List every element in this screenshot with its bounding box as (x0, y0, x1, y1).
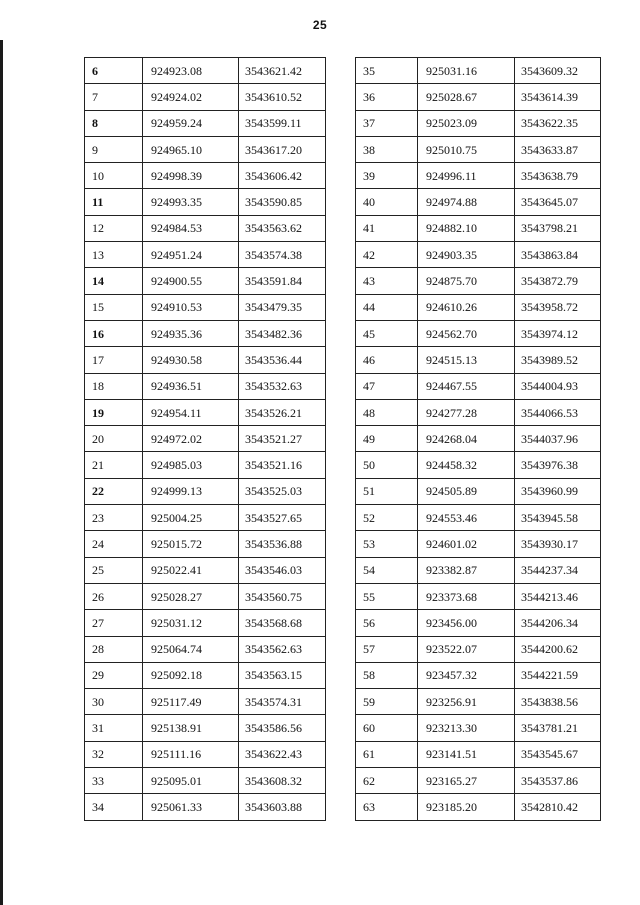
y-coordinate-cell: 3543609.32 (515, 58, 601, 84)
x-coordinate-cell: 924985.03 (143, 452, 239, 478)
x-coordinate-cell: 924923.08 (143, 58, 239, 84)
point-number-cell: 6 (85, 58, 143, 84)
x-coordinate-cell: 924910.53 (143, 294, 239, 320)
coordinates-table-right-body (356, 58, 601, 821)
point-number-cell: 17 (85, 347, 143, 373)
y-coordinate-cell: 3544004.93 (515, 373, 601, 399)
y-coordinate-cell: 3543521.27 (239, 426, 326, 452)
table-row (356, 268, 601, 294)
table-row (356, 399, 601, 425)
point-number-cell: 12 (85, 215, 143, 241)
x-coordinate-cell: 925031.16 (418, 58, 515, 84)
x-coordinate-cell: 925023.09 (418, 110, 515, 136)
x-coordinate-cell: 925028.67 (418, 84, 515, 110)
table-row (85, 794, 326, 820)
table-row (85, 110, 326, 136)
x-coordinate-cell: 925010.75 (418, 136, 515, 162)
y-coordinate-cell: 3543838.56 (515, 689, 601, 715)
table-row (356, 215, 601, 241)
y-coordinate-cell: 3544200.62 (515, 636, 601, 662)
y-coordinate-cell: 3543603.88 (239, 794, 326, 820)
y-coordinate-cell: 3543563.62 (239, 215, 326, 241)
point-number-cell: 41 (356, 215, 418, 241)
point-number-cell: 23 (85, 505, 143, 531)
table-row (85, 452, 326, 478)
y-coordinate-cell: 3543568.68 (239, 610, 326, 636)
table-row (85, 242, 326, 268)
x-coordinate-cell: 924936.51 (143, 373, 239, 399)
point-number-cell: 57 (356, 636, 418, 662)
point-number-cell: 49 (356, 426, 418, 452)
y-coordinate-cell: 3543930.17 (515, 531, 601, 557)
y-coordinate-cell: 3543537.86 (515, 768, 601, 794)
table-row (356, 58, 601, 84)
point-number-cell: 33 (85, 768, 143, 794)
table-row (356, 689, 601, 715)
y-coordinate-cell: 3543560.75 (239, 583, 326, 609)
x-coordinate-cell: 924959.24 (143, 110, 239, 136)
x-coordinate-cell: 924505.89 (418, 478, 515, 504)
x-coordinate-cell: 924268.04 (418, 426, 515, 452)
table-row (356, 136, 601, 162)
x-coordinate-cell: 925064.74 (143, 636, 239, 662)
table-row (85, 373, 326, 399)
point-number-cell: 18 (85, 373, 143, 399)
x-coordinate-cell: 924998.39 (143, 163, 239, 189)
point-number-cell: 9 (85, 136, 143, 162)
x-coordinate-cell: 924930.58 (143, 347, 239, 373)
point-number-cell: 24 (85, 531, 143, 557)
table-row (356, 610, 601, 636)
y-coordinate-cell: 3543591.84 (239, 268, 326, 294)
x-coordinate-cell: 925092.18 (143, 662, 239, 688)
y-coordinate-cell: 3543599.11 (239, 110, 326, 136)
point-number-cell: 51 (356, 478, 418, 504)
x-coordinate-cell: 924458.32 (418, 452, 515, 478)
table-row (85, 163, 326, 189)
y-coordinate-cell: 3543479.35 (239, 294, 326, 320)
table-row (85, 505, 326, 531)
y-coordinate-cell: 3543606.42 (239, 163, 326, 189)
point-number-cell: 25 (85, 557, 143, 583)
y-coordinate-cell: 3543586.56 (239, 715, 326, 741)
x-coordinate-cell: 925111.16 (143, 741, 239, 767)
point-number-cell: 61 (356, 741, 418, 767)
table-row (85, 583, 326, 609)
x-coordinate-cell: 923522.07 (418, 636, 515, 662)
table-row (356, 163, 601, 189)
table-row (85, 531, 326, 557)
x-coordinate-cell: 925004.25 (143, 505, 239, 531)
table-row (85, 58, 326, 84)
point-number-cell: 11 (85, 189, 143, 215)
table-row (356, 347, 601, 373)
table-row (356, 320, 601, 346)
x-coordinate-cell: 924972.02 (143, 426, 239, 452)
y-coordinate-cell: 3543945.58 (515, 505, 601, 531)
point-number-cell: 54 (356, 557, 418, 583)
point-number-cell: 28 (85, 636, 143, 662)
x-coordinate-cell: 925138.91 (143, 715, 239, 741)
y-coordinate-cell: 3544221.59 (515, 662, 601, 688)
y-coordinate-cell: 3543960.99 (515, 478, 601, 504)
y-coordinate-cell: 3543633.87 (515, 136, 601, 162)
table-row (85, 715, 326, 741)
table-row (356, 110, 601, 136)
point-number-cell: 63 (356, 794, 418, 820)
table-row (85, 84, 326, 110)
x-coordinate-cell: 923373.68 (418, 583, 515, 609)
point-number-cell: 8 (85, 110, 143, 136)
point-number-cell: 55 (356, 583, 418, 609)
y-coordinate-cell: 3543974.12 (515, 320, 601, 346)
point-number-cell: 22 (85, 478, 143, 504)
y-coordinate-cell: 3543536.88 (239, 531, 326, 557)
table-row (356, 636, 601, 662)
point-number-cell: 38 (356, 136, 418, 162)
table-row (356, 426, 601, 452)
table-row (356, 583, 601, 609)
x-coordinate-cell: 924601.02 (418, 531, 515, 557)
table-row (356, 741, 601, 767)
y-coordinate-cell: 3543563.15 (239, 662, 326, 688)
table-row (356, 478, 601, 504)
y-coordinate-cell: 3543614.39 (515, 84, 601, 110)
table-row (356, 768, 601, 794)
point-number-cell: 62 (356, 768, 418, 794)
table-row (356, 294, 601, 320)
y-coordinate-cell: 3543546.03 (239, 557, 326, 583)
y-coordinate-cell: 3543622.35 (515, 110, 601, 136)
y-coordinate-cell: 3543872.79 (515, 268, 601, 294)
y-coordinate-cell: 3543781.21 (515, 715, 601, 741)
x-coordinate-cell: 923185.20 (418, 794, 515, 820)
point-number-cell: 50 (356, 452, 418, 478)
x-coordinate-cell: 924999.13 (143, 478, 239, 504)
coordinates-table-right (355, 57, 601, 821)
point-number-cell: 7 (85, 84, 143, 110)
table-row (356, 373, 601, 399)
x-coordinate-cell: 923213.30 (418, 715, 515, 741)
table-row (85, 189, 326, 215)
point-number-cell: 29 (85, 662, 143, 688)
table-row (85, 294, 326, 320)
x-coordinate-cell: 924467.55 (418, 373, 515, 399)
binding-edge-rule (0, 40, 3, 905)
point-number-cell: 35 (356, 58, 418, 84)
y-coordinate-cell: 3543621.42 (239, 58, 326, 84)
table-row (85, 215, 326, 241)
y-coordinate-cell: 3543545.67 (515, 741, 601, 767)
x-coordinate-cell: 925117.49 (143, 689, 239, 715)
point-number-cell: 60 (356, 715, 418, 741)
table-row (356, 505, 601, 531)
point-number-cell: 34 (85, 794, 143, 820)
table-row (85, 320, 326, 346)
x-coordinate-cell: 925015.72 (143, 531, 239, 557)
point-number-cell: 16 (85, 320, 143, 346)
x-coordinate-cell: 923256.91 (418, 689, 515, 715)
table-row (85, 426, 326, 452)
point-number-cell: 45 (356, 320, 418, 346)
table-row (356, 242, 601, 268)
x-coordinate-cell: 924882.10 (418, 215, 515, 241)
point-number-cell: 36 (356, 84, 418, 110)
table-row (356, 794, 601, 820)
x-coordinate-cell: 925028.27 (143, 583, 239, 609)
x-coordinate-cell: 924610.26 (418, 294, 515, 320)
x-coordinate-cell: 925031.12 (143, 610, 239, 636)
point-number-cell: 32 (85, 741, 143, 767)
y-coordinate-cell: 3543638.79 (515, 163, 601, 189)
y-coordinate-cell: 3543976.38 (515, 452, 601, 478)
point-number-cell: 47 (356, 373, 418, 399)
table-row (85, 689, 326, 715)
y-coordinate-cell: 3543958.72 (515, 294, 601, 320)
x-coordinate-cell: 923382.87 (418, 557, 515, 583)
table-row (85, 741, 326, 767)
x-coordinate-cell: 923456.00 (418, 610, 515, 636)
point-number-cell: 15 (85, 294, 143, 320)
point-number-cell: 27 (85, 610, 143, 636)
y-coordinate-cell: 3543532.63 (239, 373, 326, 399)
x-coordinate-cell: 924553.46 (418, 505, 515, 531)
y-coordinate-cell: 3543622.43 (239, 741, 326, 767)
x-coordinate-cell: 923141.51 (418, 741, 515, 767)
point-number-cell: 52 (356, 505, 418, 531)
x-coordinate-cell: 924965.10 (143, 136, 239, 162)
point-number-cell: 19 (85, 399, 143, 425)
point-number-cell: 37 (356, 110, 418, 136)
y-coordinate-cell: 3543562.63 (239, 636, 326, 662)
point-number-cell: 40 (356, 189, 418, 215)
table-row (85, 610, 326, 636)
coordinates-table-left-body (85, 58, 326, 821)
x-coordinate-cell: 924875.70 (418, 268, 515, 294)
table-row (85, 399, 326, 425)
point-number-cell: 53 (356, 531, 418, 557)
table-row (356, 452, 601, 478)
y-coordinate-cell: 3543526.21 (239, 399, 326, 425)
table-row (85, 636, 326, 662)
x-coordinate-cell: 924951.24 (143, 242, 239, 268)
x-coordinate-cell: 924277.28 (418, 399, 515, 425)
y-coordinate-cell: 3543527.65 (239, 505, 326, 531)
table-row (356, 715, 601, 741)
y-coordinate-cell: 3543617.20 (239, 136, 326, 162)
point-number-cell: 13 (85, 242, 143, 268)
point-number-cell: 48 (356, 399, 418, 425)
x-coordinate-cell: 924993.35 (143, 189, 239, 215)
y-coordinate-cell: 3544037.96 (515, 426, 601, 452)
x-coordinate-cell: 923457.32 (418, 662, 515, 688)
table-row (356, 557, 601, 583)
y-coordinate-cell: 3543610.52 (239, 84, 326, 110)
x-coordinate-cell: 924996.11 (418, 163, 515, 189)
point-number-cell: 31 (85, 715, 143, 741)
x-coordinate-cell: 924984.53 (143, 215, 239, 241)
point-number-cell: 46 (356, 347, 418, 373)
x-coordinate-cell: 925022.41 (143, 557, 239, 583)
point-number-cell: 10 (85, 163, 143, 189)
x-coordinate-cell: 924903.35 (418, 242, 515, 268)
table-row (85, 268, 326, 294)
table-row (356, 189, 601, 215)
table-row (356, 662, 601, 688)
coordinates-table-left (84, 57, 326, 821)
y-coordinate-cell: 3543590.85 (239, 189, 326, 215)
point-number-cell: 42 (356, 242, 418, 268)
y-coordinate-cell: 3544206.34 (515, 610, 601, 636)
x-coordinate-cell: 924924.02 (143, 84, 239, 110)
point-number-cell: 43 (356, 268, 418, 294)
table-row (85, 557, 326, 583)
table-row (356, 84, 601, 110)
y-coordinate-cell: 3543863.84 (515, 242, 601, 268)
point-number-cell: 39 (356, 163, 418, 189)
point-number-cell: 21 (85, 452, 143, 478)
table-row (85, 768, 326, 794)
y-coordinate-cell: 3543574.38 (239, 242, 326, 268)
x-coordinate-cell: 924515.13 (418, 347, 515, 373)
table-row (85, 347, 326, 373)
point-number-cell: 20 (85, 426, 143, 452)
table-row (85, 136, 326, 162)
table-row (85, 478, 326, 504)
y-coordinate-cell: 3543989.52 (515, 347, 601, 373)
x-coordinate-cell: 924900.55 (143, 268, 239, 294)
table-row (356, 531, 601, 557)
y-coordinate-cell: 3543525.03 (239, 478, 326, 504)
y-coordinate-cell: 3543482.36 (239, 320, 326, 346)
y-coordinate-cell: 3544066.53 (515, 399, 601, 425)
x-coordinate-cell: 924954.11 (143, 399, 239, 425)
y-coordinate-cell: 3543645.07 (515, 189, 601, 215)
point-number-cell: 56 (356, 610, 418, 636)
table-row (85, 662, 326, 688)
x-coordinate-cell: 924974.88 (418, 189, 515, 215)
y-coordinate-cell: 3544237.34 (515, 557, 601, 583)
x-coordinate-cell: 925095.01 (143, 768, 239, 794)
point-number-cell: 44 (356, 294, 418, 320)
page-number: 25 (312, 18, 328, 32)
y-coordinate-cell: 3543798.21 (515, 215, 601, 241)
x-coordinate-cell: 924935.36 (143, 320, 239, 346)
x-coordinate-cell: 924562.70 (418, 320, 515, 346)
y-coordinate-cell: 3542810.42 (515, 794, 601, 820)
x-coordinate-cell: 925061.33 (143, 794, 239, 820)
y-coordinate-cell: 3543608.32 (239, 768, 326, 794)
point-number-cell: 14 (85, 268, 143, 294)
x-coordinate-cell: 923165.27 (418, 768, 515, 794)
point-number-cell: 58 (356, 662, 418, 688)
point-number-cell: 30 (85, 689, 143, 715)
y-coordinate-cell: 3544213.46 (515, 583, 601, 609)
point-number-cell: 26 (85, 583, 143, 609)
y-coordinate-cell: 3543536.44 (239, 347, 326, 373)
y-coordinate-cell: 3543574.31 (239, 689, 326, 715)
point-number-cell: 59 (356, 689, 418, 715)
y-coordinate-cell: 3543521.16 (239, 452, 326, 478)
